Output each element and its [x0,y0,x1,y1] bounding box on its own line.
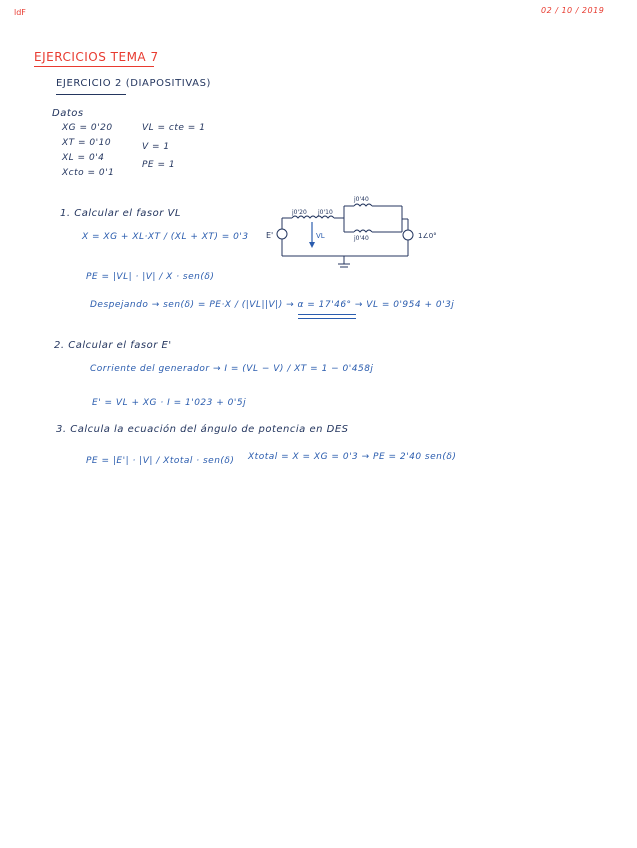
step1-solve-underline-1 [298,314,356,315]
step1-power: PE = |VL| · |V| / X · sen(δ) [86,272,215,282]
page-title: EJERCICIOS TEMA 7 [34,50,159,64]
subtitle-underline [56,94,126,95]
subtitle: EJERCICIO 2 (DIAPOSITIVAS) [56,78,212,89]
data-xg: XG = 0'20 [62,123,113,133]
circuit-x1-label: j0'20 [292,209,307,216]
data-vl: VL = cte = 1 [142,123,206,133]
step3-equation: PE = |E'| · |V| / Xtotal · sen(δ) [86,456,235,466]
data-pe: PE = 1 [142,160,176,170]
step2-emf: E' = VL + XG · I = 1'023 + 0'5j [92,398,247,408]
circuit-x2-label: j0'10 [318,209,333,216]
data-xcto: Xcto = 0'1 [62,168,115,178]
vl-arrow-head [309,242,315,248]
circuit-load-label: 1∠0° [418,232,437,240]
circuit-vl-label: VL [316,232,325,240]
step1-heading: 1. Calcular el fasor VL [60,208,181,219]
step2-current: Corriente del generador → I = (VL − V) / XT = 1 − 0'458j [90,364,374,374]
step1-solve: Despejando → sen(δ) = PE·X / (|VL||V|) → α = 17'46° → VL = 0'954 + 0'3j [90,300,455,310]
source-right-symbol [403,230,413,240]
step3-heading: 3. Calcula la ecuación del ángulo de potencia en DES [56,424,349,435]
data-heading: Datos [52,108,84,119]
source-left-symbol [277,229,287,239]
circuit-diagram [252,192,472,272]
inductor-1 [292,216,316,218]
step2-heading: 2. Calcular el fasor E' [54,340,172,351]
step1-formula: X = XG + XL·XT / (XL + XT) = 0'3 [82,232,249,242]
circuit-source-label: E' [266,231,274,240]
circuit-top-label: j0'40 [354,196,369,203]
circuit-bottom-label: j0'40 [354,235,369,242]
step3-result: Xtotal = X = XG = 0'3 → PE = 2'40 sen(δ) [248,452,457,462]
page-tag: ldF [14,8,26,17]
title-underline [34,66,154,67]
data-v: V = 1 [142,142,170,152]
data-xt: XT = 0'10 [62,138,112,148]
page-date: 02 / 10 / 2019 [541,6,605,15]
step1-solve-underline-2 [298,318,356,319]
inductor-bottom [354,230,372,232]
inductor-top [354,204,372,206]
data-xl: XL = 0'4 [62,153,105,163]
inductor-2 [316,216,334,218]
